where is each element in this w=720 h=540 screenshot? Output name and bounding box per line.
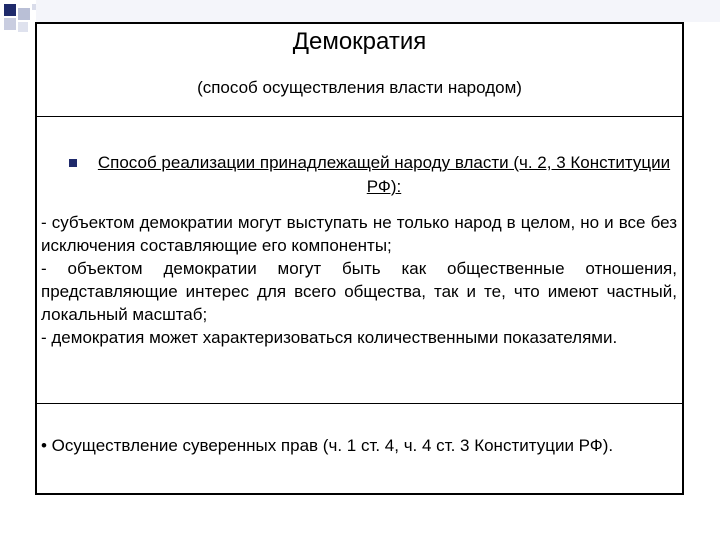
item-list (41, 211, 677, 349)
list-item: - объектом демократии могут быть как общественные отношения, представляющие интерес для всего общества, так и те, что имеют частный, локальный масштаб; (41, 259, 677, 324)
corner-square-decoration (4, 18, 16, 30)
header-bar (36, 0, 720, 22)
section-heading-text: Способ реализации принадлежащей народу власти (ч. 2, 3 Конституции РФ): (97, 153, 671, 196)
bottom-section (35, 404, 684, 495)
corner-square-decoration (4, 4, 16, 16)
main-section (35, 117, 684, 404)
corner-square-decoration (18, 8, 30, 20)
page-title: Демократия (292, 28, 427, 55)
square-bullet-icon (69, 159, 77, 167)
page-subtitle: (способ осуществления власти народом) (197, 78, 522, 97)
list-item: - демократия может характеризоваться количественными показателями. (41, 328, 618, 347)
bottom-note: • Осуществление суверенных прав (ч. 1 ст. 4, ч. 4 ст. 3 Конституции РФ). (41, 436, 614, 455)
section-heading (69, 151, 679, 199)
corner-square-decoration (18, 22, 28, 32)
list-item: - субъектом демократии могут выступать не только народ в целом, но и все без исключения составляющие его компоненты; (41, 213, 677, 255)
title-section (35, 22, 684, 117)
